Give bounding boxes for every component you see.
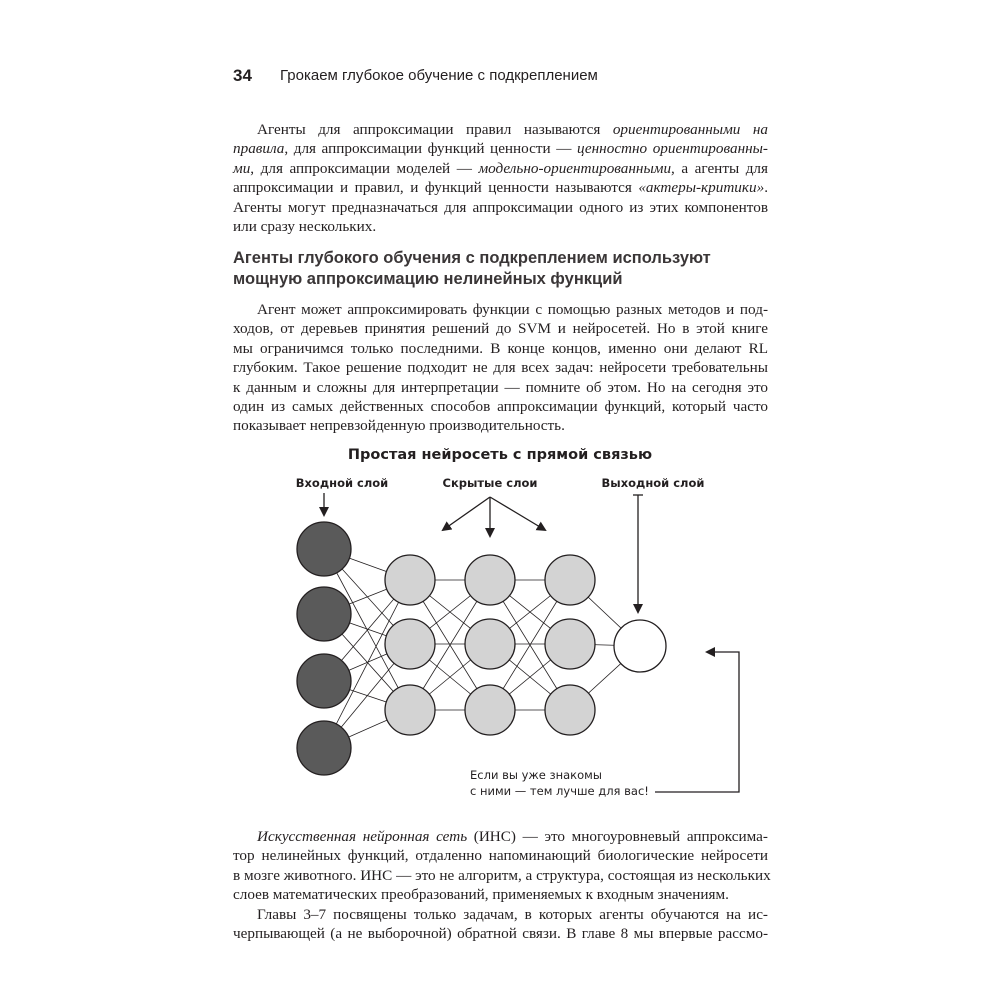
network-connection bbox=[324, 681, 410, 710]
network-connection bbox=[410, 644, 490, 710]
note-line: с ними — тем лучше для вас! bbox=[470, 784, 649, 798]
text-line: ми, для аппроксимации моделей — модельно-ориентированными, а агенты для bbox=[233, 159, 768, 177]
text-line: к данным и сложны для интерпретации — помните об этом. Но на сегодня это bbox=[233, 378, 768, 396]
network-connection bbox=[324, 614, 410, 710]
label-arrows bbox=[324, 493, 643, 612]
hidden-node bbox=[385, 685, 435, 735]
network-connection bbox=[410, 580, 490, 644]
network-connection bbox=[410, 580, 490, 710]
network-connection bbox=[490, 644, 570, 710]
hidden-layers-label: Скрытые слои bbox=[442, 476, 538, 490]
hidden-node bbox=[545, 685, 595, 735]
network-connection bbox=[490, 580, 570, 710]
network-connection bbox=[410, 580, 490, 644]
network-connection bbox=[410, 580, 490, 710]
network-connection bbox=[324, 644, 410, 748]
text-line: Агент может аппроксимировать функции с помощью разных методов и под- bbox=[257, 301, 768, 318]
output-node bbox=[614, 620, 666, 672]
network-nodes bbox=[297, 522, 666, 775]
figure-title: Простая нейросеть с прямой связью bbox=[347, 447, 653, 463]
network-connection bbox=[490, 580, 570, 644]
network-connection bbox=[324, 644, 410, 681]
hidden-node bbox=[465, 619, 515, 669]
text-line: один из самых действенных способов аппроксимации функций, который часто bbox=[233, 397, 768, 415]
text-line: или сразу нескольких. bbox=[233, 217, 377, 235]
network-connection bbox=[410, 644, 490, 710]
paragraph-ann-definition bbox=[233, 827, 771, 943]
network-connection bbox=[324, 710, 410, 748]
network-connection bbox=[324, 549, 410, 580]
hidden-node bbox=[545, 555, 595, 605]
network-connection bbox=[324, 549, 410, 710]
network-connection bbox=[324, 614, 410, 644]
network-connection bbox=[324, 580, 410, 614]
input-node bbox=[297, 587, 351, 641]
text-line: ходов, от деревьев принятия решений до SVM и нейросетей. Но в этой книге bbox=[233, 320, 768, 338]
input-node bbox=[297, 654, 351, 708]
network-connection bbox=[490, 644, 570, 710]
input-layer-label: Входной слой bbox=[295, 476, 389, 490]
hidden-node bbox=[465, 685, 515, 735]
section-heading-line: Агенты глубокого обучения с подкреплением используют bbox=[233, 249, 711, 267]
text-line: Главы 3–7 посвящены только задачам, в которых агенты обучаются на ис- bbox=[257, 905, 768, 923]
note-arrow bbox=[655, 652, 739, 792]
paragraph-agents-types bbox=[233, 120, 768, 236]
paragraph-approximation-methods bbox=[233, 300, 768, 436]
text-line: мы ограничимся только последними. В конце концов, именно они делают RL bbox=[233, 339, 768, 357]
text-line: Агенты для аппроксимации правил называются ориентированными на bbox=[257, 121, 768, 138]
text-line: черпывающей (а не выборочной) обратной связи. В главе 8 мы впервые рассмо- bbox=[233, 924, 768, 942]
network-connection bbox=[324, 580, 410, 748]
network-connection bbox=[570, 580, 640, 646]
note-line: Если вы уже знакомы bbox=[470, 768, 602, 782]
text-line: аппроксимации и правил, и функций ценности называются «актеры-критики». bbox=[233, 179, 768, 197]
section-heading-line: мощную аппроксимацию нелинейных функций bbox=[233, 270, 623, 288]
input-node bbox=[297, 522, 351, 576]
text-line: правила, для аппроксимации функций ценности — ценностно ориентированны- bbox=[233, 140, 768, 158]
network-connection bbox=[490, 580, 570, 644]
text-line: показывает непревзойденную производительность. bbox=[233, 417, 565, 435]
text-line: Агенты могут предназначаться для аппроксимации одного из этих компонентов bbox=[233, 198, 768, 216]
hidden-label-arrow-left bbox=[443, 497, 490, 530]
running-title: Грокаем глубокое обучение с подкреплением bbox=[280, 67, 598, 84]
network-connection bbox=[324, 580, 410, 681]
page-number: 34 bbox=[233, 66, 252, 85]
network-connection bbox=[324, 549, 410, 644]
text-line: в мозге животного. ИНС — это не алгоритм, а структура, состоящая из нескольких bbox=[233, 866, 771, 884]
hidden-label-arrow-right bbox=[490, 497, 545, 530]
text-line: тор нелинейных функций, отдаленно напоминающий биологические нейросети bbox=[233, 847, 768, 865]
hidden-node bbox=[385, 619, 435, 669]
hidden-node bbox=[385, 555, 435, 605]
text-line: слоев математических преобразований, применяемых к входным значениям. bbox=[233, 886, 729, 904]
network-connections bbox=[324, 549, 640, 748]
network-connection bbox=[490, 580, 570, 710]
output-layer-label: Выходной слой bbox=[601, 476, 705, 490]
page-header bbox=[233, 66, 773, 92]
text-line: Искусственная нейронная сеть (ИНС) — это многоуровневый аппроксима- bbox=[257, 828, 768, 845]
text-line: глубоким. Такое решение подходит не для всех задач: нейросети требовательны bbox=[233, 359, 768, 377]
input-node bbox=[297, 721, 351, 775]
network-connection bbox=[570, 646, 640, 710]
hidden-node bbox=[545, 619, 595, 669]
hidden-node bbox=[465, 555, 515, 605]
section-heading bbox=[233, 248, 773, 290]
network-connection bbox=[570, 644, 640, 646]
